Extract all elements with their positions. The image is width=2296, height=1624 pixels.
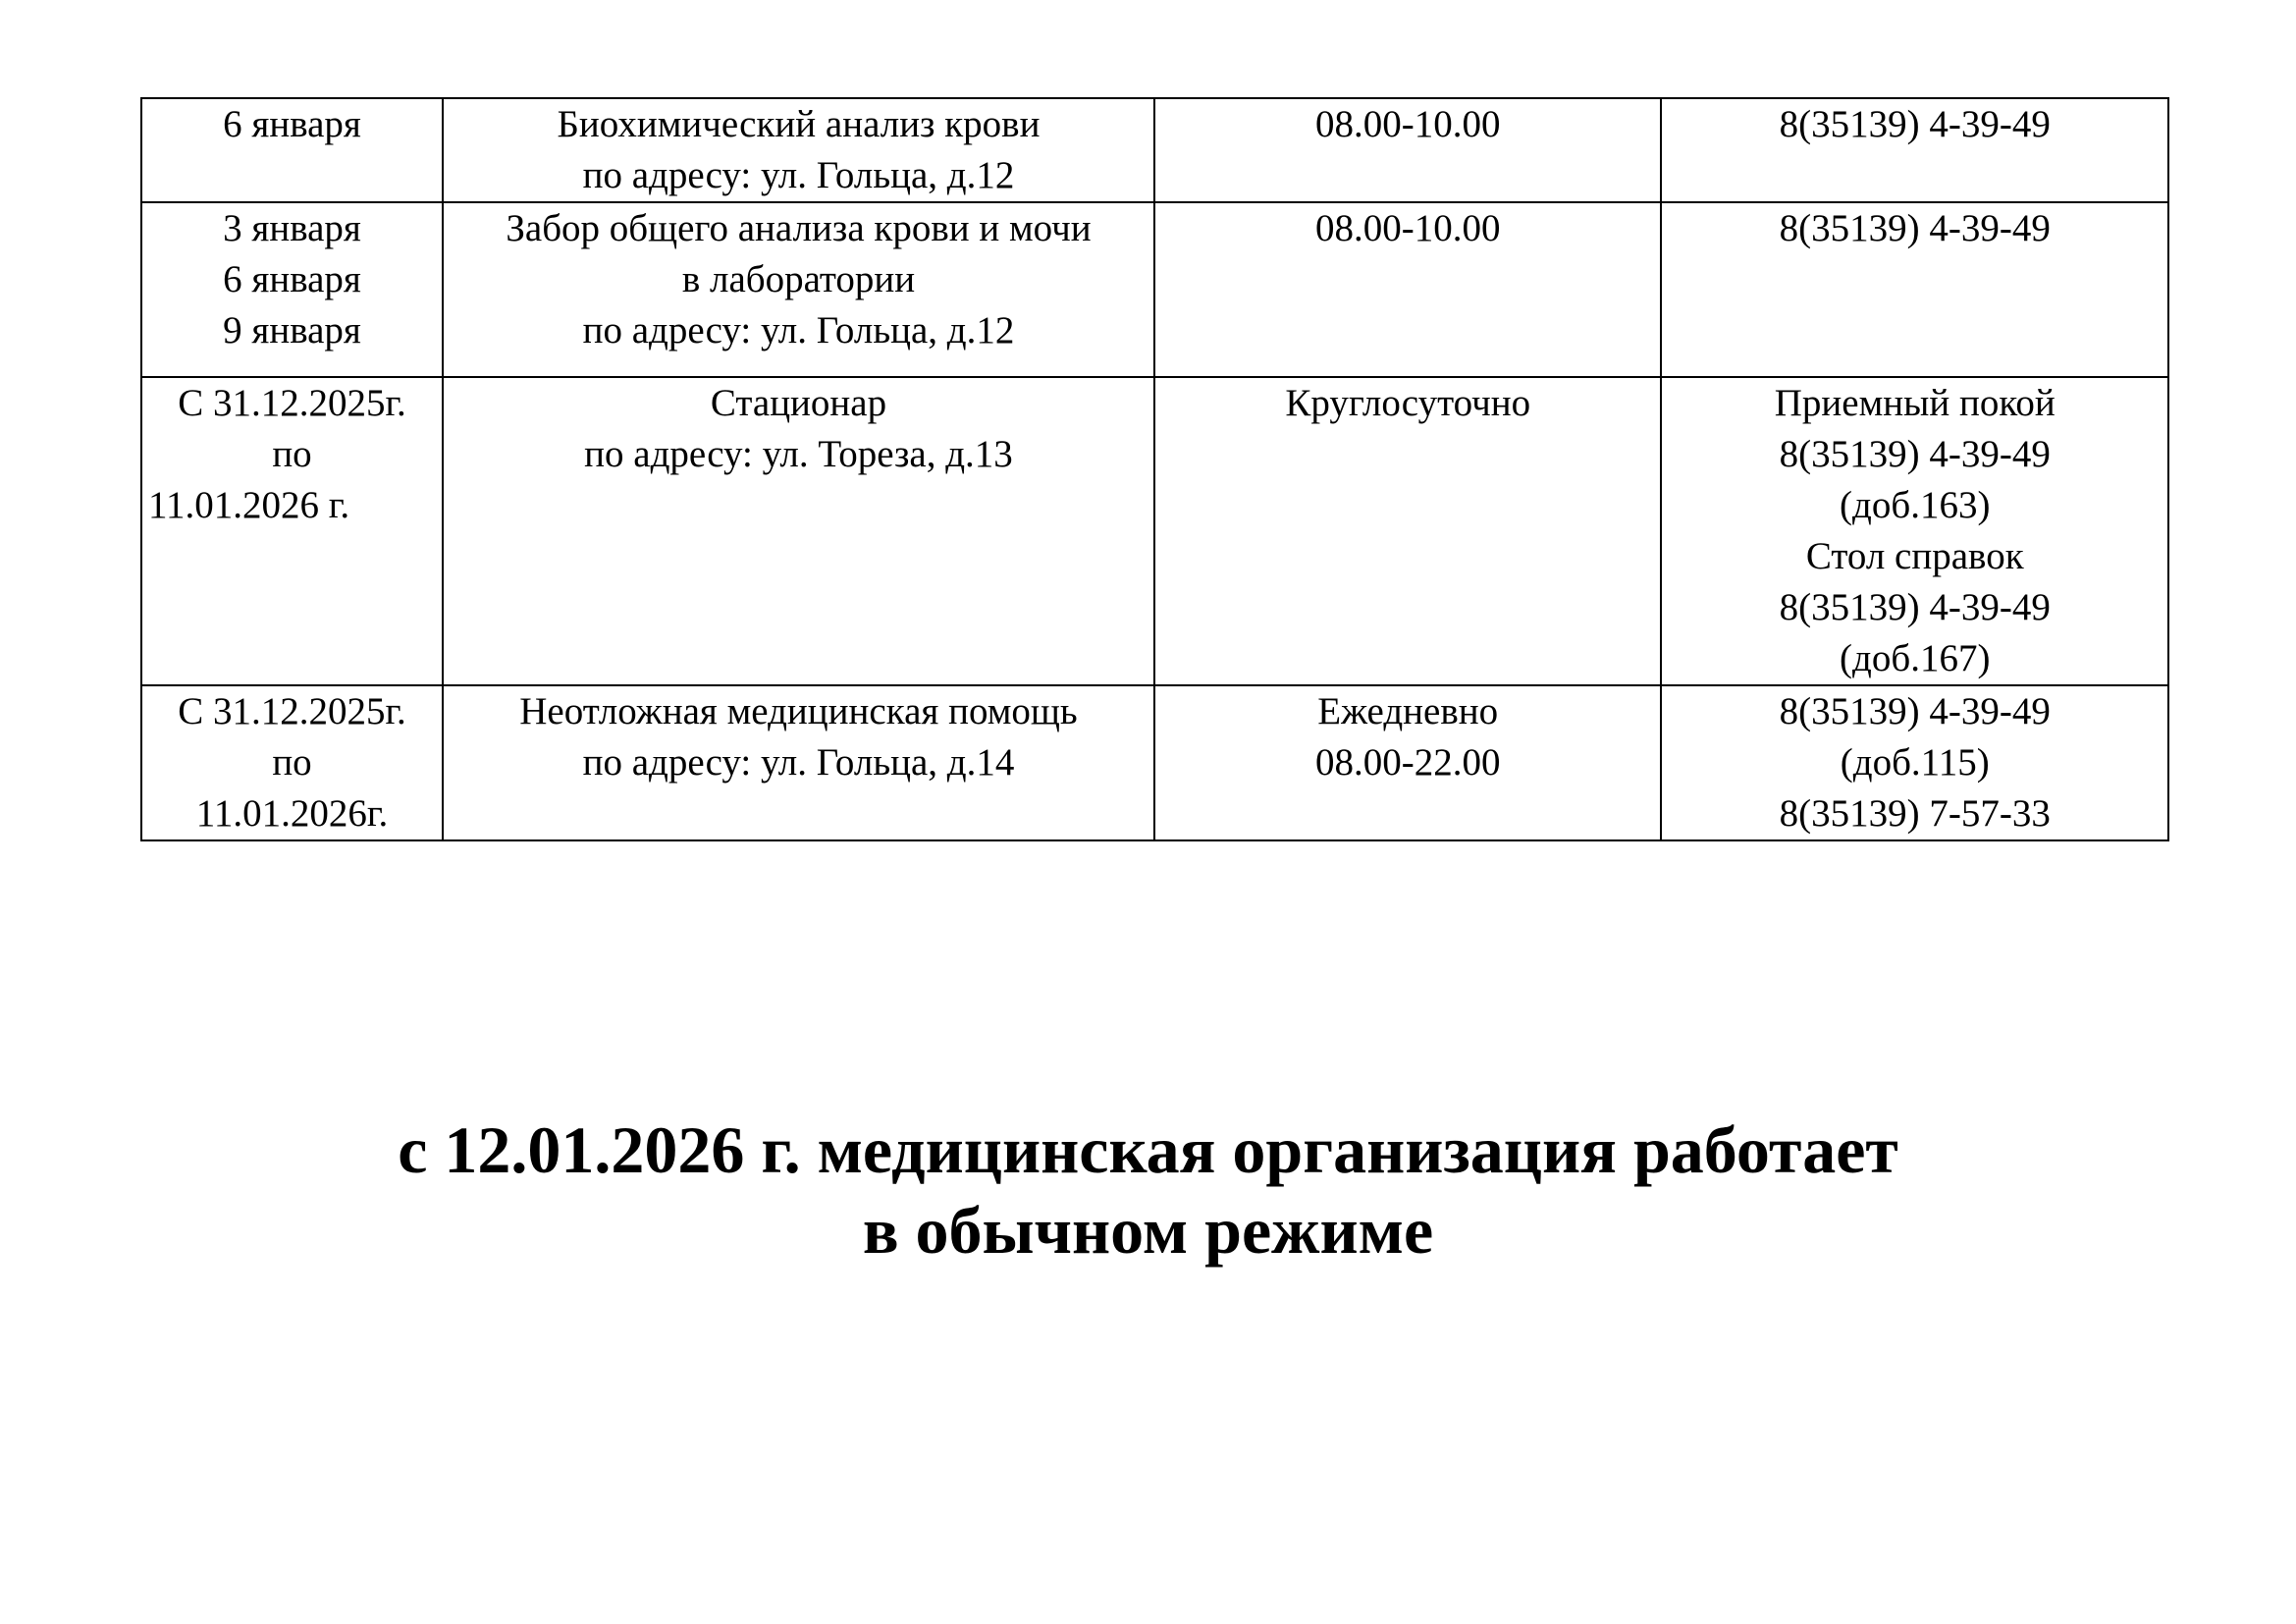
normal-mode-notice [0, 1110, 2296, 1271]
time-text: Круглосуточно [1285, 382, 1531, 424]
date-text: по [272, 433, 312, 475]
service-text: Биохимический анализ крови [557, 103, 1041, 145]
date-text: С 31.12.2025г. [178, 382, 406, 424]
date-text: по [272, 741, 312, 784]
notice-line: с 12.01.2026 г. медицинская организация работает [398, 1112, 1898, 1187]
service-address: по адресу: ул. Гольца, д.14 [582, 741, 1015, 784]
schedule-table [140, 97, 2169, 841]
phone-text: 8(35139) 4-39-49 [1779, 586, 2051, 628]
time-cell [1154, 98, 1662, 202]
phone-text: 8(35139) 4-39-49 [1779, 207, 2051, 249]
contact-label: Стол справок [1805, 535, 2024, 577]
date-cell [141, 377, 443, 685]
time-cell [1154, 202, 1662, 377]
contact-cell [1661, 98, 2168, 202]
time-text: 08.00-10.00 [1314, 207, 1501, 249]
service-text: Неотложная медицинская помощь [519, 690, 1078, 732]
time-cell [1154, 685, 1662, 840]
date-text: С 31.12.2025г. [178, 690, 406, 732]
extension-text: (доб.115) [1840, 741, 1990, 784]
service-cell [443, 377, 1154, 685]
table-row [141, 98, 2168, 202]
service-text: Забор общего анализа крови и мочи [506, 207, 1092, 249]
phone-text: 8(35139) 7-57-33 [1779, 792, 2051, 835]
phone-text: 8(35139) 4-39-49 [1779, 103, 2051, 145]
date-text: 3 января [223, 207, 361, 249]
service-address: по адресу: ул. Тореза, д.13 [584, 433, 1013, 475]
date-text: 6 января [223, 103, 361, 145]
notice-line: в обычном режиме [862, 1193, 1434, 1268]
service-text: Стационар [710, 382, 887, 424]
date-cell [141, 98, 443, 202]
service-text: в лаборатории [681, 258, 916, 300]
table-row [141, 202, 2168, 377]
date-cell [141, 202, 443, 377]
service-cell [443, 685, 1154, 840]
contact-cell [1661, 202, 2168, 377]
extension-text: (доб.167) [1840, 637, 1991, 679]
extension-text: (доб.163) [1840, 484, 1991, 526]
date-cell [141, 685, 443, 840]
date-text: 6 января [223, 258, 361, 300]
service-cell [443, 98, 1154, 202]
date-text: 11.01.2026 г. [148, 484, 350, 526]
date-text: 11.01.2026г. [195, 792, 389, 835]
date-text: 9 января [223, 309, 361, 352]
table-row [141, 685, 2168, 840]
service-address: по адресу: ул. Гольца, д.12 [582, 154, 1015, 196]
table-row [141, 377, 2168, 685]
time-text: 08.00-10.00 [1314, 103, 1501, 145]
contact-cell [1661, 685, 2168, 840]
service-cell [443, 202, 1154, 377]
contact-cell [1661, 377, 2168, 685]
contact-label: Приемный покой [1774, 382, 2056, 424]
service-address: по адресу: ул. Гольца, д.12 [582, 309, 1015, 352]
time-text: Ежедневно [1317, 690, 1499, 732]
phone-text: 8(35139) 4-39-49 [1779, 690, 2051, 732]
time-text: 08.00-22.00 [1314, 741, 1501, 784]
time-cell [1154, 377, 1662, 685]
phone-text: 8(35139) 4-39-49 [1779, 433, 2051, 475]
